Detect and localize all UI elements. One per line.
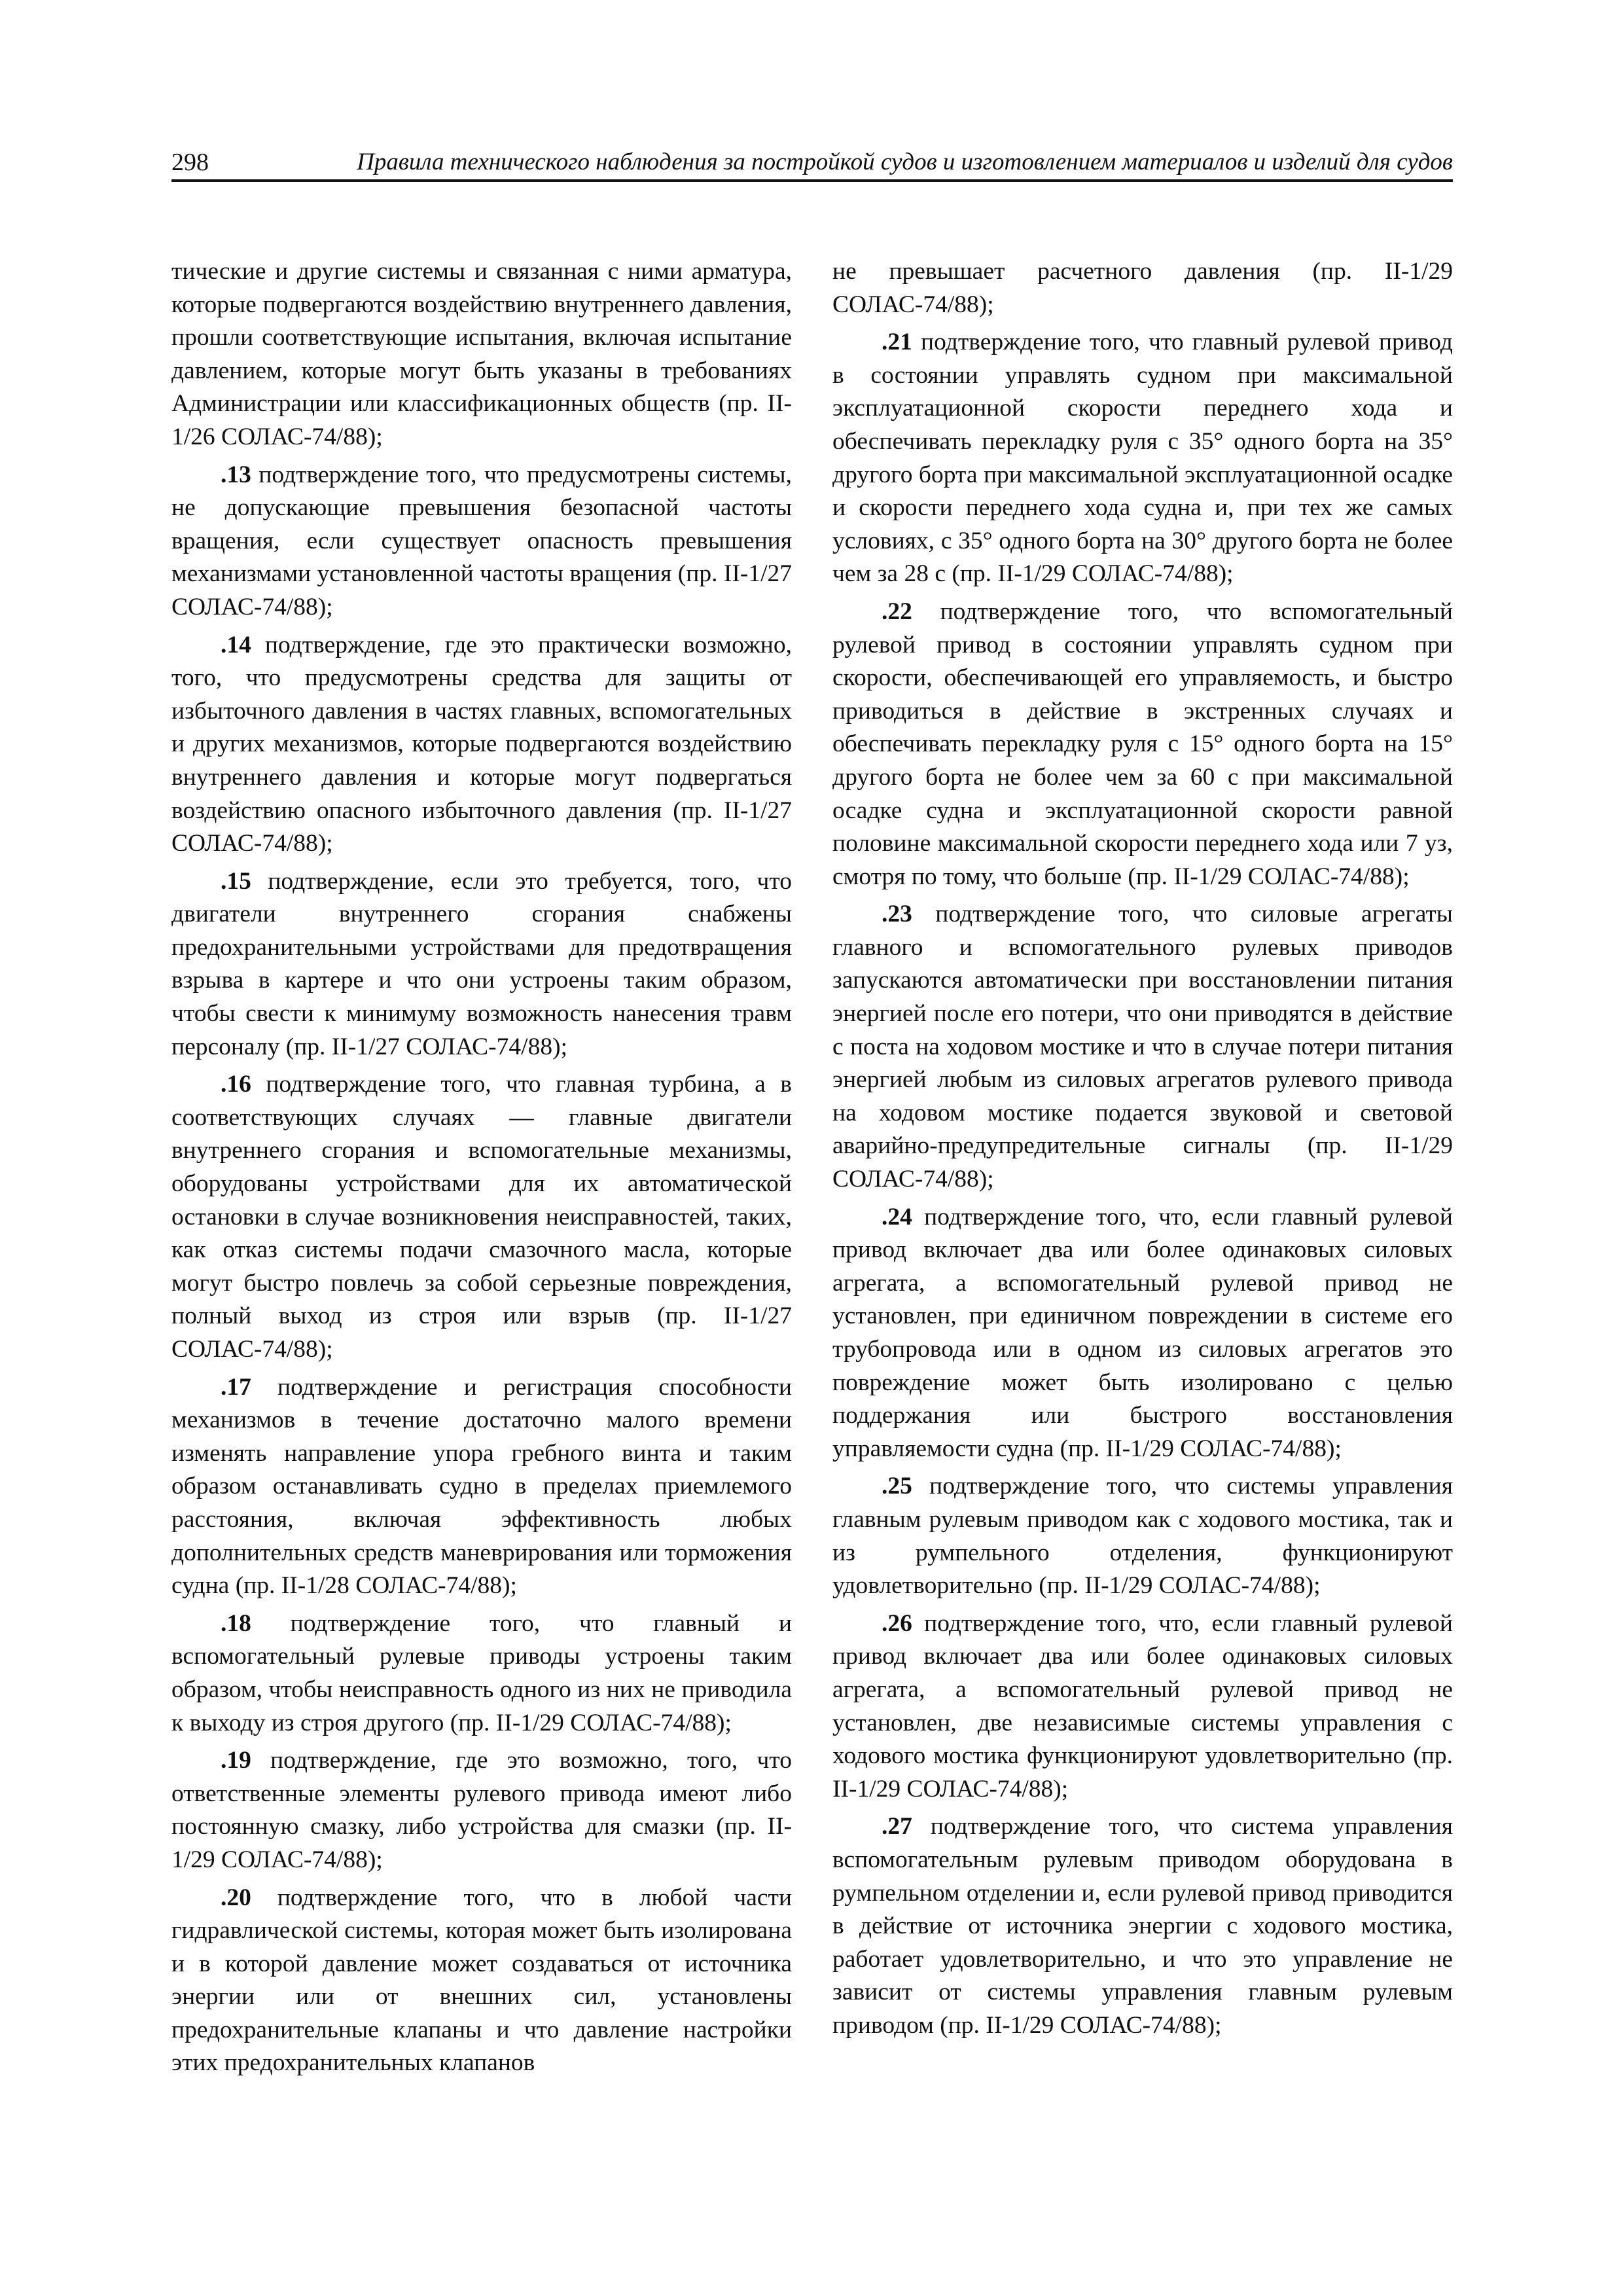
paragraph-text: подтверждение, где это практически возможно, того, что предусмотрены средства для защиты от избыточного давления в частях главных, вспомогательных и других механизмов, которые подвергаются воздействию внутреннего давления и которые могут подвергаться воздействию опасного избыточного давления (пр. II-1/27 СОЛАС-74/88); [171,631,792,857]
paragraph [171,459,792,624]
paragraph [171,1744,792,1876]
paragraph [171,629,792,861]
paragraph [171,1371,792,1603]
item-number: .16 [221,1071,251,1098]
paragraph [832,1201,1453,1466]
item-number: .20 [221,1884,251,1911]
paragraph-text: подтверждение того, что система управления вспомогательным рулевым приводом оборудована в румпельном отделении и, если рулевой привод приводится в действие от источника энергии с ходового мостика, работает удовлетворительно, и что это управление не зависит от системы управления главным рулевым приводом (пр. II-1/29 СОЛАС-74/88); [832,1813,1453,2039]
paragraph [832,1607,1453,1806]
item-number: .14 [221,631,251,658]
item-number: .21 [882,329,912,356]
paragraph-text: подтверждение и регистрация способности механизмов в течение достаточно малого времени изменять направление упора гребного винта и таким образом останавливать судно в пределах приемлемого расстояния, включая эффективность любых дополнительных средств маневрирования или торможения судна (пр. II-1/28 СОЛАС-74/88); [171,1373,792,1600]
page-number: 298 [171,149,209,176]
item-number: .23 [882,901,912,928]
item-number: .26 [882,1609,912,1637]
paragraph [171,1607,792,1740]
paragraph [171,1882,792,2081]
paragraph [832,596,1453,893]
paragraph-text: не превышает расчетного давления (пр. II-1/29 СОЛАС-74/88); [832,258,1453,318]
left-column [171,255,792,2085]
paragraph-text: подтверждение того, что главный рулевой привод в состоянии управлять судном при максимальной эксплуатационной скорости переднего хода и обеспечивать перекладку руля с 35° одного борта на 35° другого борта при максимальной эксплуатационной осадке и скорости переднего хода судна и, при тех же самых условиях, с 35° одного борта на 30° другого борта не более чем за 28 с (пр. II-1/29 СОЛАС-74/88); [832,329,1453,588]
paragraph-text: подтверждение того, что вспомогательный рулевой привод в состоянии управлять судном при скорости, обеспечивающей его управляемость, и быстро приводиться в действие в экстренных случаях и обеспечивать перекладку руля с 15° одного борта на 15° другого борта не более чем за 60 с при максимальной осадке судна и эксплуатационной скорости равной половине максимальной скорости переднего хода или 7 уз, смотря по тому, что больше (пр. II-1/29 СОЛАС-74/88); [832,598,1453,890]
item-number: .22 [882,598,912,625]
paragraph-text: подтверждение того, что главный и вспомогательный рулевые приводы устроены таким образом, чтобы неисправность одного из них не приводила к выходу из строя другого (пр. II-1/29 СОЛАС-74/88); [171,1609,792,1736]
paragraph [832,898,1453,1196]
item-number: .18 [221,1609,251,1637]
paragraph-text: подтверждение, где это возможно, того, что ответственные элементы рулевого привода имеют либо постоянную смазку, либо устройства для смазки (пр. II-1/29 СОЛАС-74/88); [171,1747,792,1873]
paragraph-text: подтверждение того, что в любой части гидравлической системы, которая может быть изолирована и в которой давление может создаваться от источника энергии или от внешних сил, установлены предохранительные клапаны и что давление настройки этих предохранительных клапанов [171,1884,792,2077]
paragraph [171,255,792,454]
page-header [171,147,1453,182]
paragraph [832,1810,1453,2042]
paragraph-text: тические и другие системы и связанная с ними арматура, которые подвергаются воздействию внутреннего давления, прошли соответствующие испытания, включая испытание давлением, которые могут быть указаны в требованиях Администрации или классификационных обществ (пр. II-1/26 СОЛАС-74/88); [171,258,792,450]
paragraph-text: подтверждение того, что предусмотрены системы, не допускающие превышения безопасной частоты вращения, если существует опасность превышения механизмами установленной частоты вращения (пр. II-1/27 СОЛАС-74/88); [171,461,792,620]
paragraph [832,326,1453,591]
paragraph [171,1068,792,1366]
paragraph [832,1470,1453,1602]
paragraph-text: подтверждение того, что главная турбина, а в соответствующих случаях — главные двигатели внутреннего сгорания и вспомогательные механизмы, оборудованы устройствами для их автоматической остановки в случае возникновения неисправностей, таких, как отказ системы подачи смазочного масла, которые могут быстро повлечь за собой серьезные повреждения, полный выход из строя или взрыв (пр. II-1/27 СОЛАС-74/88); [171,1071,792,1363]
item-number: .15 [221,867,251,895]
paragraph-text: подтверждение того, что, если главный рулевой привод включает два или более одинаковых силовых агрегата, а вспомогательный рулевой привод не установлен, две независимые системы управления с ходового мостика функционируют удовлетворительно (пр. II-1/29 СОЛАС-74/88); [832,1609,1453,1803]
paragraph [171,865,792,1064]
paragraph-text: подтверждение того, что системы управления главным рулевым приводом как с ходового мостика, так и из румпельного отделения, функционируют удовлетворительно (пр. II-1/29 СОЛАС-74/88); [832,1473,1453,1600]
item-number: .27 [882,1813,912,1840]
item-number: .19 [221,1747,251,1774]
item-number: .13 [221,461,251,488]
paragraph-text: подтверждение того, что, если главный рулевой привод включает два или более одинаковых силовых агрегата, а вспомогательный рулевой привод не установлен, при единичном повреждении в системе его трубопровода или в одном из силовых агрегатов это повреждение может быть изолировано с целью поддержания или быстрого восстановления управляемости судна (пр. II-1/29 СОЛАС-74/88); [832,1203,1453,1462]
paragraph-text: подтверждение того, что силовые агрегаты главного и вспомогательного рулевых приводов запускаются автоматически при восстановлении питания энергией после его потери, что они приводятся в действие с поста на ходовом мостике и что в случае потери питания энергией любым из силовых агрегатов рулевого привода на ходовом мостике подается звуковой и световой аварийно-предупредительные сигналы (пр. II-1/29 СОЛАС-74/88); [832,901,1453,1193]
running-title: Правила технического наблюдения за постройкой судов и изготовлением материалов и изделий для судов [357,149,1453,175]
paragraph-text: подтверждение, если это требуется, того, что двигатели внутреннего сгорания снабжены предохранительными устройствами для предотвращения взрыва в картере и что они устроены таким образом, чтобы свести к минимуму возможность нанесения травм персоналу (пр. II-1/27 СОЛАС-74/88); [171,867,792,1060]
item-number: .17 [221,1373,251,1401]
paragraph [832,255,1453,321]
right-column [832,255,1453,2047]
item-number: .24 [882,1203,912,1230]
item-number: .25 [882,1473,912,1500]
